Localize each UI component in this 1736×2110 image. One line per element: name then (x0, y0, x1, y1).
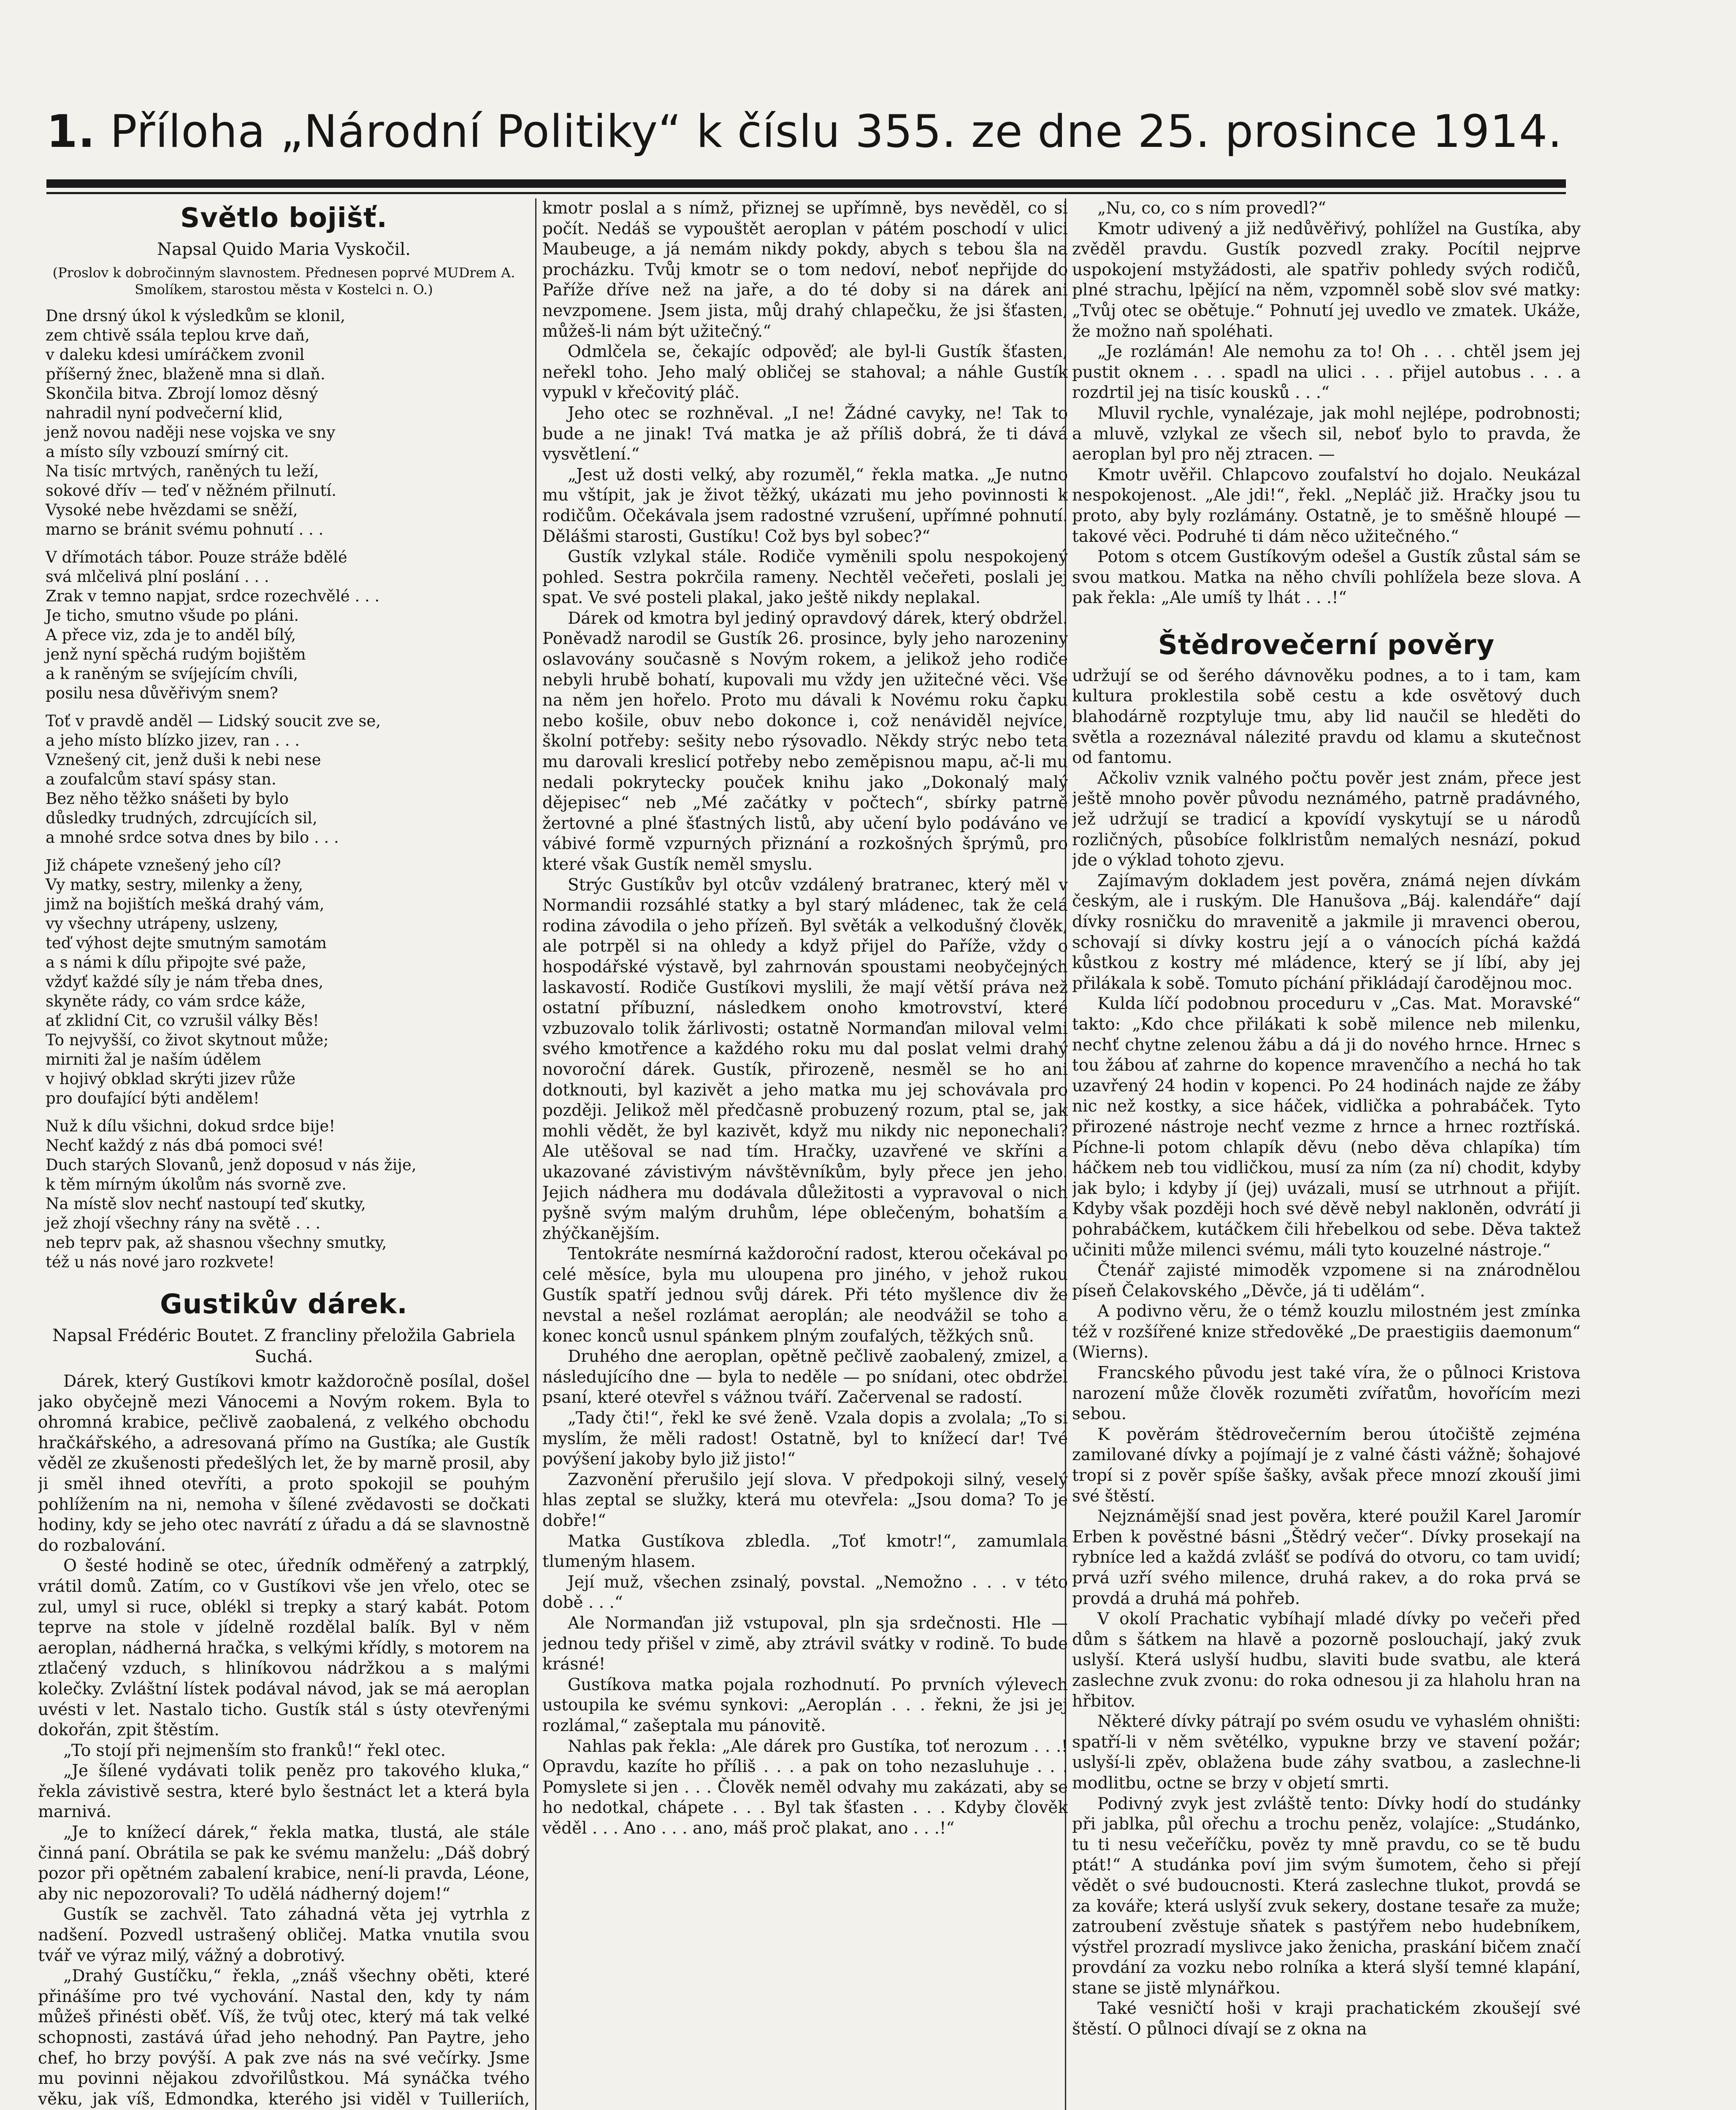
article-paragraph: Kulda líčí podobnou proceduru v „Cas. Mat. Moravské“ takto: „Kdo chce přilákati k sobě milence neb milenku, nechť chytne zelenou žábu a dá ji do nového hrnce. Hrnec s tou žábou ať zahrne do kopence mravenčího a nechá ho tak uzavřený 24 hodin v kopenci. Po 24 hodinách najde ze žáby nic než kostky, a sice háček, vidlička a pohrabáček. Tyto přirozené nástroje nechť vezme z hrnce a hrnec roztříská. Píchne-li potom chlapík děvu (nebo děva chlapíka) tím háčkem neb tou vidličkou, musí za ním (za ní) chodit, kdyby jak bylo; i kdyby jí (jej) uvázali, musí se utrhnout a přijít. Kdyby však později hoch své děvě nebyl nakloněn, odvrátí ji pohrabáčkem, kutáčkem čili hřebelkou od sebe. Děva taktež učiniti může milenci svému, máli tyto kouzelné nástroje.“ (1072, 994, 1581, 1260)
story-paragraph: Kmotr uvěřil. Chlapcovo zoufalství ho dojalo. Neukázal nespokojenost. „Ale jdi!“, řekl. „Nepláč již. Hračky jsou tu proto, aby byly rozlámány. Ostatně, je to směšně hloupé — takové věci. Podruhé ti dám něco užitečného.“ (1072, 465, 1581, 546)
poem-stanza: Toť v pravdě anděl — Lidský soucit zve se, a jeho místo blízko jizev, ran . . . Vznešený cit, jenž duši k nebi nese a zoufalcům staví spásy stan. Bez něho těžko snášeti by bylo důsledky trudných, zdrcujících sil, a mnohé srdce sotva dnes by bilo . . . (46, 712, 381, 847)
poem-stanza: Dne drsný úkol k výsledkům se klonil, zem chtivě ssála teplou krve daň, v daleku kdesi umíráčkem zvonil příšerný žnec, blaženě mna si dlaň. Skončila bitva. Zbrojí lomoz děsný nahradil nyní podvečerní klid, jenž novou naději nese vojska ve sny a místo síly vzbouzí smírný cit. Na tisíc mrtvých, raněných tu leží, sokové dřív — teď v něžném přilnutí. Vysoké nebe hvězdami se sněží, marno se bránit svému pohnutí . . . (46, 307, 346, 538)
story-title: Gustikův dárek. (160, 1289, 408, 1320)
column-1 (38, 198, 530, 2110)
masthead-rule-thick (46, 179, 1566, 188)
story-byline: Napsal Frédéric Boutet. Z francliny přeložila Gabriela Suchá. (52, 1326, 515, 1366)
story-paragraph: Gustík se zachvěl. Tato záhadná věta jej vytrhla z nadšení. Pozvedl ustrašený obličej. Matka vnutila svou tvář ve výraz milý, vážný a dobrotivý. (38, 1905, 530, 1965)
story-paragraph: Druhého dne aeroplan, opětně pečlivě zaobalený, zmizel, a následujícího dne — byla to neděle — po snídani, otec obdržel psaní, které otevřel s vážnou tváří. Začervenal se radostí. (542, 1347, 1068, 1407)
masthead-rule-thin (46, 192, 1566, 194)
article-paragraph: K pověrám štědrovečerním berou útočiště zejména zamilované dívky a pojímají je z valné části vážně; šohajové tropí si z pověr spíše šašky, avšak přece mnozí zkouší jimi své štěstí. (1072, 1425, 1581, 1506)
story-paragraph: „Tady čti!“, řekl ke své ženě. Vzala dopis a zvolala; „To si myslím, že měli radost! Ostatně, byl to knížecí dar! Tvé povýšení jakoby bylo již jisto!“ (542, 1409, 1068, 1469)
story-paragraph: Dárek od kmotra byl jediný opravdový dárek, který obdržel. Poněvadž narodil se Gustík 26. prosince, byly jeho narozeniny oslavovány současně s Novým rokem, a jelikož jeho rodiče nebyli hrubě bohatí, kupovali mu vždy jen užitečné věci. Vše na něm jen hořelo. Proto mu dávali k Novému roku čapku nebo košile, obuv nebo dokonce i, což nenáviděl nejvíce, školní potřeby: sešity nebo rýsovadlo. Někdy strýc nebo teta mu darovali kreslicí potřeby nebo zeměpisnou mapu, ač-li mu nedali pokrytecky pouček knihu jako „Dokonalý malý dějepisec“ neb „Mé začátky v počtech“, sbírky patrně žertovné a plné šťastných listů, aby učení bylo podáváno ve vábivé formě vzpurných přiznání a rozkošných šprýmů, pro které však Gustík neměl smyslu. (542, 609, 1068, 874)
article-paragraph: A podivno věru, že o témž kouzlu milostném jest zmínka též v rozšířené knize středověké „De praestigiis daemonum“ (Wierns). (1072, 1302, 1581, 1362)
story-paragraph: Odmlčela se, čekajíc odpověď; ale byl-li Gustík šťasten, neřekl toho. Jeho malý obličej se stahoval; a náhle Gustík vypukl v křečovitý pláč. (542, 342, 1068, 403)
story-paragraph: „To stojí při nejmenším sto franků!“ řekl otec. (63, 1741, 446, 1760)
issue-number: 1. (46, 106, 96, 157)
story-paragraph: Mluvil rychle, vynalézaje, jak mohl nejlépe, podrobnosti; a mluvě, vzlykal ze všech sil, neboť bylo to pravda, že aeroplan byl pro něj ztracen. — (1072, 403, 1581, 464)
article-paragraph: Nejznámější snad jest pověra, které použil Karel Jaromír Erben k pověstné básni „Štědrý večer“. Dívky prosekají na rybníce led a každá zvlášť se podívá do otvoru, co tam uvidí; prvá uzří svého milence, druhá rakev, a do roka prvá se provdá a druhá má pohřeb. (1072, 1507, 1581, 1608)
column-3 (1072, 198, 1581, 2110)
story-paragraph: Potom s otcem Gustíkovým odešel a Gustík zůstal sám se svou matkou. Matka na něho chvíli pohlížela beze slova. A pak řekla: „Ale umíš ty lhát . . .!“ (1072, 547, 1581, 608)
story-paragraph: Ale Normanďan již vstupoval, pln sja srdečnosti. Hle — jednou tedy přišel v zimě, aby ztrávil svátky v rodině. To bude krásné! (542, 1613, 1068, 1674)
story-paragraph: „Je to knížecí dárek,“ řekla matka, tlustá, ale stále činná paní. Obrátila se pak ke svému manželu: „Dáš dobrý pozor při opětném zabalení krabice, není-li pravda, Léone, aby nic nepozorovali? To udělá nádherný dojem!“ (38, 1823, 530, 1904)
article-paragraph: Některé dívky pátrají po svém osudu ve vyhaslém ohništi: spatří-li v něm světélko, vypukne brzy ve stavení požár; uslyší-li zpěv, oblažena bude záhy svatbou, a zaslechne-li modlitbu, octne se brzy v objetí smrti. (1072, 1712, 1581, 1793)
story-paragraph: Kmotr udivený a již nedůvěřivý, pohlížel na Gustíka, aby zvěděl pravdu. Gustík pozvedl zraky. Pocítil nejprve uspokojení mstyžádosti, ale spatřiv pohledy svých rodičů, plné strachu, lpějící na něm, vzpomněl sobě slov své matky: „Tvůj otec se obětuje.“ Pohnutí jej uvedlo ve zmatek. Ukáže, že možno naň spoléhati. (1072, 219, 1581, 341)
story-paragraph: O šesté hodině se otec, úředník odměřený a zatrpklý, vrátil domů. Zatím, co v Gustíkovi vše jen vřelo, otec se zul, umyl si ruce, oblékl si trepky a starý kabát. Potom teprve na stole v jídelně rozdělal balík. Byl v něm aeroplan, nádherná hračka, s velkými křídly, s motorem na ztlačený vzduch, s hliníkovou nádržkou a s malými kolečky. Zvláštní lístek podával návod, jak se má aeroplan uvésti v let. Nastalo ticho. Gustík stál s ústy otevřenými dokořán, zpit štěstím. (38, 1556, 530, 1740)
article-paragraph: Čtenář zajisté mimoděk vzpomene si na znárodnělou píseň Čelakovského „Děvče, já ti udělám“. (1072, 1261, 1581, 1301)
article-paragraph: Podivný zvyk jest zvláště tento: Dívky hodí do studánky při jablka, půl ořechu a trochu peněz, volajíce: „Studánko, tu ti nesu večeříčku, pověz ty mně pravdu, co se tě budu ptát!“ A studánka poví jim svým šumotem, čeho si přejí vědět o své budoucnosti. Která zaslechne tlukot, provdá se za kováře; která uslyší zvuk sekery, dostane tesaře za muže; zatroubení zvěstuje sňatek s pastýřem nebo hudebníkem, výstřel prozradí myslivce jako ženicha, praskání bičem značí provdání za vozku nebo rolníka a která slyší temné klapání, stane se jistě mlynářkou. (1072, 1794, 1581, 1998)
article-paragraph: Zajímavým dokladem jest pověra, známá nejen dívkám českým, ale i ruským. Dle Hanušova „Báj. kalendáře“ dají dívky rosničku do mravenitě a jakmile ji mravenci oberou, schovají si dívky kostru její a o vánocích píchá každá kůstkou z kostry mé mládence, který se jí líbí, aby jej přilákala k sobě. Tomuto píchání přikládají čarodějnou moc. (1072, 871, 1581, 993)
poem-stanza: Již chápete vznešený jeho cíl? Vy matky, sestry, milenky a ženy, jimž na bojištích mešká drahý vám, vy všechny utrápeny, uslzeny, teď výhost dejte smutným samotám a s námi k dílu připojte své paže, vždyť každé síly je nám třeba dnes, skyněte rády, co vám srdce káže, ať zklidní Cit, co vzrušil války Běs! To nejvyšší, co život skytnout může; mirniti žal je naším údělem v hojivý obklad skrýti jizev růže pro doufající býti andělem! (46, 856, 329, 1107)
article-paragraph: Francského původu jest také víra, že o půlnoci Kristova narození může člověk rozuměti zvířatům, hovořícím mezi sebou. (1072, 1363, 1581, 1424)
story-paragraph: Tentokráte nesmírná každoroční radost, kterou očekával po celé měsíce, byla mu uloupena pro jiného, v jehož rukou Gustík spatří jednou svůj dárek. Při této myšlence div že nevstal a nešel rozlámat aeroplán; ale neodvážil se toho a konec konců usnul spánkem plným zoufalých, těžkých snů. (542, 1244, 1068, 1346)
superstitions-title: Štědrovečerní pověry (1158, 629, 1495, 661)
story-paragraph: Gustík vzlykal stále. Rodiče vyměnili spolu nespokojený pohled. Sestra pokrčila rameny. Nechtěl večeřeti, poslali jej spat. Ve své posteli plakal, jako ještě nikdy neplakal. (542, 547, 1068, 608)
story-paragraph: Dárek, který Gustíkovi kmotr každoročně posílal, došel jako obyčejně mezi Vánocemi a Novým rokem. Byla to ohromná krabice, pečlivě zaobalená, z velkého obchodu hračkářského, a adresovaná přímo na Gustíka; ale Gustík věděl ze zkušenosti předešlých let, že by marně prosil, aby ji směl ihned otevříti, a proto spokojil se pouhým pohlížením na ni, nemoha v šílené zvědavosti se dočkati hodiny, kdy se jeho otec navrátí z úřadu a dá se slavnostně do rozbalování. (38, 1372, 530, 1555)
article-paragraph: Také vesničtí hoši v kraji prachatickém zkoušejí své štěstí. O půlnoci dívají se z okna na (1072, 1999, 1581, 2039)
story-paragraph: „Je šílené vydávati tolik peněz pro takového kluka,“ řekla závistivě sestra, které bylo šestnáct let a která byla marnivá. (38, 1761, 530, 1822)
poem-byline: Napsal Quido Maria Vyskočil. (157, 240, 411, 259)
story-paragraph: Gustíkova matka pojala rozhodnutí. Po prvních výlevech ustoupila ke svému synkovi: „Aeroplán . . . řekni, že jsi jej rozlámal,“ zašeptala mu pánovitě. (542, 1675, 1068, 1735)
story-paragraph: Jeho otec se rozhněval. „I ne! Žádné cavyky, ne! Tak to bude a ne jinak! Tvá matka je až příliš dobrá, že ti dává vysvětlení.“ (542, 403, 1068, 464)
article-paragraph: Ačkoliv vznik valného počtu pověr jest znám, přece jest ještě mnoho pověr původu neznámého, patrně pradávného, jež udržují se tradicí a kpovídí vyskytují se u národů rozličných, působíce folklristům nemalých nesnází, pokud jde o výklad tohoto zjevu. (1072, 768, 1581, 870)
column-2 (542, 198, 1068, 2110)
story-paragraph: Strýc Gustíkův byl otcův vzdálený bratranec, který měl v Normandii rozsáhlé statky a byl starý mládenec, tak že celá rodina závodila o jeho přízeň. Byl světák a velkodušný člověk, ale potrpěl si na ohledy a když přijel do Paříže, vždy o hospodářské výstavě, byl zahrnován spoustami neobyčejných laskavostí. Rodiče Gustíkovi myslili, že mají větší práva než ostatní příbuzní, následkem onoho kmotrovství, které vzbuzovalo tolik žárlivosti; ostatně Normanďan miloval velmi svého kmotřence a každého roku mu dal poslat velmi drahý novoroční dárek. Gustík, přirozeně, nesměl se ho ani dotknouti, byl kazivět a jeho matka mu jej schovávala pro později. Jelikož měl předčasně probuzený rozum, ptal se, jak mohli vědět, že byl kazivět, když mu nikdy nic neponechali? Ale utěšoval se nad tím. Hračky, uzavřené ve skříni a ukazované závistivým návštěvníkům, byly přece jen jeho. Jejich nádhera mu dodávala důležitosti a vypravoval o nich pyšně svým malým druhům, lépe oblečeným, bohatším a zhýčkanějším. (542, 875, 1068, 1243)
story-paragraph: „Je rozlámán! Ale nemohu za to! Oh . . . chtěl jsem jej pustit oknem . . . spadl na ulici . . . přijel autobus . . . a rozdrtil jej na tisíc kousků . . .“ (1072, 342, 1581, 403)
story-paragraph: Zazvonění přerušilo její slova. V předpokoji silný, veselý hlas zeptal se služky, která mu otevřela: „Jsou doma? To je dobře!“ (542, 1470, 1068, 1530)
article-paragraph: V okolí Prachatic vybíhají mladé dívky po večeři před dům s šátkem na hlavě a pozorně poslouchají, jaký zvuk uslyší. Která uslyší hudbu, slaviti bude svatbu, ale která zaslechne zvuk zvonu: do roka odnesou ji za hlaholu hran na hřbitov. (1072, 1610, 1581, 1711)
story-paragraph: „Nu, co, co s ním provedl?“ (1097, 199, 1326, 218)
masthead-text: Příloha „Národní Politiky“ k číslu 355. ze dne 25. prosince 1914. (110, 106, 1563, 157)
poem-stanza: V dřímotách tábor. Pouze stráže bdělé svá mlčelivá plní poslání . . . Zrak v temno napjat, srdce rozechvělé . . . Je ticho, smutno všude po pláni. A přece viz, zda je to anděl bílý, jenž nyní spěchá rudým bojištěm a k raněným se svíjejícím chvíli, posilu nesa důvěřivým snem? (46, 548, 380, 702)
story-paragraph: Její muž, všechen zsinalý, povstal. „Nemožno . . . v této době . . .“ (542, 1572, 1068, 1612)
story-paragraph: Matka Gustíkova zbledla. „Toť kmotr!“, zamumlala tlumeným hlasem. (542, 1531, 1068, 1572)
poem-stanza: Nuž k dílu všichni, dokud srdce bije! Nechť každý z nás dbá pomoci své! Duch starých Slovanů, jenž doposud v nás žije, k těm mírným úkolům nás svorně zve. Na místě slov nechť nastoupí teď skutky, jež zhojí všechny rány na světě . . . neb teprv pak, až shasnou všechny smutky, též u nás nové jaro rozkvete! (46, 1117, 417, 1271)
column-divider-1 (535, 198, 536, 2110)
article-paragraph: udržují se od šerého dávnověku podnes, a to i tam, kam kultura proklestila sobě cestu a kde osvětový duch blahodárně rozptyluje tmu, aby lid naučil se hleděti do světla a rozeznával nálezité pravdu od klamu a skutečnost od fantomu. (1072, 666, 1581, 768)
story-paragraph: kmotr poslal a s nímž, přiznej se upřímně, bys nevěděl, co si počít. Nedáš se vypouštět aeroplan v pátém poschodí v ulici Maubeuge, a já nemám nikdy pokdy, abych s tebou šla na procházku. Tvůj kmotr se o tom nedoví, neboť nepřijde do Paříže dříve než na jaře, a do té doby si na dárek ani nevzpomene. Jsem jista, můj drahý chlapečku, že jsi šťasten, můžeš-li nám být užitečný.“ (542, 199, 1068, 341)
story-paragraph: „Jest už dosti velký, aby rozuměl,“ řekla matka. „Je nutno mu vštípit, jak je život těžký, ukázati mu jeho povinnosti k rodičům. Očekávala jsem radostné vzrušení, upřímné pohnutí. Dělášmi starosti, Gustíku! Což bys byl sobec?“ (542, 465, 1068, 546)
poem-note: (Proslov k dobročinným slavnostem. Přednesen poprvé MUDrem A. Smolíkem, starostou města v Kostelci n. O.) (52, 265, 515, 298)
masthead (46, 106, 1566, 157)
story-paragraph: „Drahý Gustíčku,“ řekla, „znáš všechny oběti, které přinášíme pro tvé vychování. Nastal den, kdy ty nám můžeš přinésti oběť. Víš, že tvůj otec, který má tak velké schopnosti, zastává úřad jeho nehodný. Pan Paytre, jeho chef, ho brzy povýší. A pak zve nás na své večírky. Jsme mu povinni nějakou zdvořilůstkou. Má synáčka tvého věku, jak víš, Edmondka, kterého jsi viděl v Tuilleriích, (38, 1967, 530, 2109)
poem-title: Světlo bojišť. (180, 203, 387, 234)
story-paragraph: Nahlas pak řekla: „Ale dárek pro Gustíka, toť nerozum . . .! Opravdu, kazíte ho příliš . . . a pak on toho nezasluhuje . . . Pomyslete si jen . . . Člověk neměl odvahy mu zakázati, aby se ho nedotkal, chápete . . . Byl tak šťasten . . . Kdyby člověk věděl . . . Ano . . . ano, máš proč plakat, ano . . .!“ (542, 1737, 1068, 1838)
